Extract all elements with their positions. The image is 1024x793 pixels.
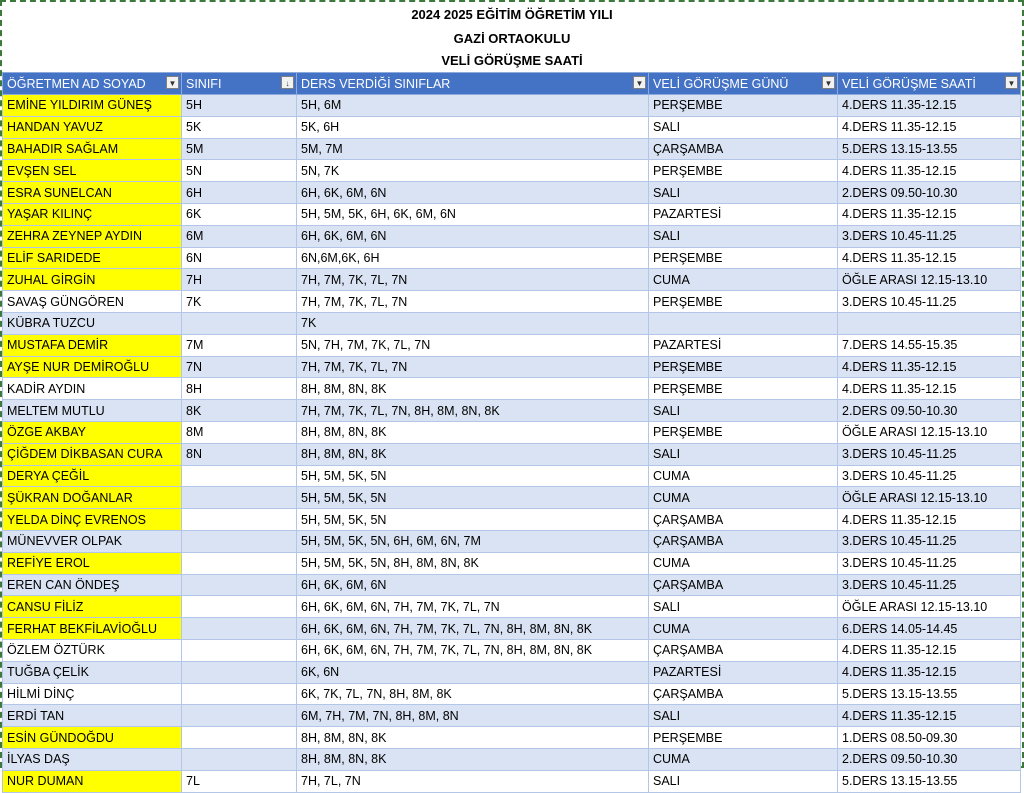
cell-class[interactable] — [182, 639, 297, 661]
table-row — [3, 203, 1021, 225]
cell-taught-classes[interactable]: 5H, 5M, 5K, 5N — [297, 487, 649, 509]
cell-meeting-day[interactable]: PERŞEMBE — [649, 378, 838, 400]
cell-class[interactable]: 7K — [182, 291, 297, 313]
title-meeting: VELİ GÖRÜŞME SAATİ — [441, 53, 583, 68]
cell-meeting-day[interactable]: SALI — [649, 182, 838, 204]
cell-meeting-time[interactable]: ÖĞLE ARASI 12.15-13.10 — [838, 421, 1021, 443]
cell-taught-classes[interactable]: 7H, 7M, 7K, 7L, 7N — [297, 269, 649, 291]
cell-meeting-time[interactable]: 5.DERS 13.15-13.55 — [838, 770, 1021, 792]
cell-taught-classes[interactable]: 7H, 7M, 7K, 7L, 7N, 8H, 8M, 8N, 8K — [297, 400, 649, 422]
title-block — [2, 2, 1022, 72]
cell-meeting-time[interactable]: 4.DERS 11.35-12.15 — [838, 378, 1021, 400]
cell-class[interactable] — [182, 465, 297, 487]
filter-dropdown-icon[interactable]: ▼ — [633, 76, 646, 89]
cell-meeting-time[interactable]: 3.DERS 10.45-11.25 — [838, 574, 1021, 596]
cell-meeting-day[interactable]: PAZARTESİ — [649, 661, 838, 683]
cell-taught-classes[interactable]: 6H, 6K, 6M, 6N, 7H, 7M, 7K, 7L, 7N, 8H, 8M, 8N, 8K — [297, 639, 649, 661]
cell-class[interactable]: 5H — [182, 95, 297, 117]
table-row — [3, 487, 1021, 509]
cell-meeting-time[interactable]: 7.DERS 14.55-15.35 — [838, 334, 1021, 356]
cell-taught-classes[interactable]: 6H, 6K, 6M, 6N — [297, 225, 649, 247]
cell-meeting-time[interactable]: 5.DERS 13.15-13.55 — [838, 138, 1021, 160]
cell-teacher-name[interactable]: ZUHAL GİRGİN — [3, 269, 182, 291]
cell-meeting-day[interactable]: ÇARŞAMBA — [649, 683, 838, 705]
cell-taught-classes[interactable]: 6K, 7K, 7L, 7N, 8H, 8M, 8K — [297, 683, 649, 705]
table-row — [3, 421, 1021, 443]
cell-class[interactable]: 6K — [182, 203, 297, 225]
cell-taught-classes[interactable]: 5N, 7K — [297, 160, 649, 182]
cell-class[interactable]: 6N — [182, 247, 297, 269]
cell-meeting-day[interactable]: PERŞEMBE — [649, 727, 838, 749]
cell-taught-classes[interactable]: 6K, 6N — [297, 661, 649, 683]
cell-meeting-time[interactable]: 4.DERS 11.35-12.15 — [838, 705, 1021, 727]
cell-meeting-time[interactable]: ÖĞLE ARASI 12.15-13.10 — [838, 269, 1021, 291]
table-row — [3, 138, 1021, 160]
cell-meeting-day[interactable]: PERŞEMBE — [649, 95, 838, 117]
cell-taught-classes[interactable]: 6H, 6K, 6M, 6N, 7H, 7M, 7K, 7L, 7N — [297, 596, 649, 618]
table-row — [3, 378, 1021, 400]
cell-meeting-day[interactable]: SALI — [649, 443, 838, 465]
cell-class[interactable]: 5M — [182, 138, 297, 160]
table-row — [3, 552, 1021, 574]
cell-taught-classes[interactable]: 7K — [297, 312, 649, 334]
cell-teacher-name[interactable]: AYŞE NUR DEMİROĞLU — [3, 356, 182, 378]
cell-teacher-name[interactable]: ÖZLEM ÖZTÜRK — [3, 639, 182, 661]
cell-class[interactable] — [182, 312, 297, 334]
cell-taught-classes[interactable]: 7H, 7M, 7K, 7L, 7N — [297, 356, 649, 378]
table-row — [3, 705, 1021, 727]
table-row — [3, 530, 1021, 552]
cell-taught-classes[interactable]: 8H, 8M, 8N, 8K — [297, 748, 649, 770]
cell-class[interactable]: 7H — [182, 269, 297, 291]
table-row — [3, 661, 1021, 683]
cell-teacher-name[interactable]: ÇİĞDEM DİKBASAN CURA — [3, 443, 182, 465]
table-row — [3, 443, 1021, 465]
cell-meeting-time[interactable]: 4.DERS 11.35-12.15 — [838, 661, 1021, 683]
cell-meeting-time[interactable]: 3.DERS 10.45-11.25 — [838, 225, 1021, 247]
cell-meeting-day[interactable]: PERŞEMBE — [649, 160, 838, 182]
table-row — [3, 748, 1021, 770]
cell-meeting-time[interactable]: 3.DERS 10.45-11.25 — [838, 552, 1021, 574]
cell-class[interactable]: 5N — [182, 160, 297, 182]
cell-class[interactable]: 8N — [182, 443, 297, 465]
cell-meeting-time[interactable]: 2.DERS 09.50-10.30 — [838, 748, 1021, 770]
header-label: VELİ GÖRÜŞME SAATİ — [842, 76, 976, 91]
cell-meeting-day[interactable] — [649, 312, 838, 334]
cell-meeting-day[interactable]: PERŞEMBE — [649, 421, 838, 443]
cell-meeting-day[interactable]: ÇARŞAMBA — [649, 530, 838, 552]
cell-teacher-name[interactable]: CANSU FİLİZ — [3, 596, 182, 618]
cell-class[interactable]: 5K — [182, 116, 297, 138]
cell-teacher-name[interactable]: SAVAŞ GÜNGÖREN — [3, 291, 182, 313]
cell-taught-classes[interactable]: 5H, 5M, 5K, 5N — [297, 509, 649, 531]
header-label: SINIFI — [186, 76, 222, 91]
cell-teacher-name[interactable]: REFİYE EROL — [3, 552, 182, 574]
cell-class[interactable] — [182, 574, 297, 596]
cell-teacher-name[interactable]: ÖZGE AKBAY — [3, 421, 182, 443]
cell-meeting-time[interactable]: 4.DERS 11.35-12.15 — [838, 639, 1021, 661]
cell-teacher-name[interactable]: MUSTAFA DEMİR — [3, 334, 182, 356]
meeting-table — [2, 72, 1021, 793]
table-row — [3, 334, 1021, 356]
table-row — [3, 618, 1021, 640]
cell-meeting-time[interactable]: ÖĞLE ARASI 12.15-13.10 — [838, 596, 1021, 618]
cell-class[interactable] — [182, 705, 297, 727]
cell-meeting-time[interactable]: 3.DERS 10.45-11.25 — [838, 465, 1021, 487]
cell-taught-classes[interactable]: 5H, 5M, 5K, 6H, 6K, 6M, 6N — [297, 203, 649, 225]
cell-meeting-time[interactable]: 2.DERS 09.50-10.30 — [838, 400, 1021, 422]
cell-class[interactable] — [182, 487, 297, 509]
cell-class[interactable]: 6H — [182, 182, 297, 204]
cell-class[interactable] — [182, 683, 297, 705]
cell-teacher-name[interactable]: FERHAT BEKFİLAVİOĞLU — [3, 618, 182, 640]
cell-taught-classes[interactable]: 5K, 6H — [297, 116, 649, 138]
cell-teacher-name[interactable]: KÜBRA TUZCU — [3, 312, 182, 334]
cell-taught-classes[interactable]: 6H, 6K, 6M, 6N — [297, 574, 649, 596]
cell-class[interactable]: 8M — [182, 421, 297, 443]
cell-meeting-day[interactable]: ÇARŞAMBA — [649, 138, 838, 160]
cell-class[interactable] — [182, 530, 297, 552]
cell-meeting-day[interactable]: SALI — [649, 400, 838, 422]
cell-meeting-day[interactable]: PAZARTESİ — [649, 334, 838, 356]
cell-teacher-name[interactable]: ŞÜKRAN DOĞANLAR — [3, 487, 182, 509]
cell-meeting-time[interactable]: 4.DERS 11.35-12.15 — [838, 509, 1021, 531]
cell-teacher-name[interactable]: YAŞAR KILINÇ — [3, 203, 182, 225]
cell-teacher-name[interactable]: ELİF SARIDEDE — [3, 247, 182, 269]
cell-meeting-time[interactable]: 3.DERS 10.45-11.25 — [838, 443, 1021, 465]
cell-meeting-day[interactable]: SALI — [649, 770, 838, 792]
cell-teacher-name[interactable]: ZEHRA ZEYNEP AYDIN — [3, 225, 182, 247]
table-row — [3, 770, 1021, 792]
cell-taught-classes[interactable]: 5H, 5M, 5K, 5N, 8H, 8M, 8N, 8K — [297, 552, 649, 574]
cell-class[interactable]: 8H — [182, 378, 297, 400]
header-label: DERS VERDİĞİ SINIFLAR — [301, 76, 451, 91]
header-row — [3, 73, 1021, 95]
table-body — [3, 95, 1021, 793]
cell-taught-classes[interactable]: 6H, 6K, 6M, 6N — [297, 182, 649, 204]
cell-taught-classes[interactable]: 5N, 7H, 7M, 7K, 7L, 7N — [297, 334, 649, 356]
cell-teacher-name[interactable]: İLYAS DAŞ — [3, 748, 182, 770]
cell-taught-classes[interactable]: 8H, 8M, 8N, 8K — [297, 727, 649, 749]
cell-meeting-day[interactable]: CUMA — [649, 487, 838, 509]
cell-meeting-day[interactable]: PERŞEMBE — [649, 291, 838, 313]
header-teacher-name — [3, 73, 182, 95]
cell-taught-classes[interactable]: 5H, 5M, 5K, 5N — [297, 465, 649, 487]
table-row — [3, 182, 1021, 204]
table-row — [3, 95, 1021, 117]
cell-taught-classes[interactable]: 8H, 8M, 8N, 8K — [297, 378, 649, 400]
cell-teacher-name[interactable]: EREN CAN ÖNDEŞ — [3, 574, 182, 596]
title-year: 2024 2025 EĞİTİM ÖĞRETİM YILI — [411, 7, 613, 22]
table-row — [3, 639, 1021, 661]
cell-meeting-day[interactable]: ÇARŞAMBA — [649, 574, 838, 596]
cell-meeting-time[interactable]: 4.DERS 11.35-12.15 — [838, 356, 1021, 378]
cell-teacher-name[interactable]: HİLMİ DİNÇ — [3, 683, 182, 705]
table-row — [3, 465, 1021, 487]
cell-meeting-time[interactable]: 4.DERS 11.35-12.15 — [838, 95, 1021, 117]
cell-meeting-time[interactable]: 2.DERS 09.50-10.30 — [838, 182, 1021, 204]
cell-teacher-name[interactable]: MÜNEVVER OLPAK — [3, 530, 182, 552]
header-label: ÖĞRETMEN AD SOYAD — [7, 76, 146, 91]
filter-dropdown-icon[interactable]: ▼ — [166, 76, 179, 89]
cell-meeting-day[interactable]: SALI — [649, 596, 838, 618]
cell-teacher-name[interactable]: HANDAN YAVUZ — [3, 116, 182, 138]
cell-teacher-name[interactable]: MELTEM MUTLU — [3, 400, 182, 422]
cell-meeting-time[interactable]: 4.DERS 11.35-12.15 — [838, 203, 1021, 225]
table-row — [3, 312, 1021, 334]
cell-teacher-name[interactable]: ESRA SUNELCAN — [3, 182, 182, 204]
cell-class[interactable]: 7L — [182, 770, 297, 792]
cell-taught-classes[interactable]: 6H, 6K, 6M, 6N, 7H, 7M, 7K, 7L, 7N, 8H, 8M, 8N, 8K — [297, 618, 649, 640]
cell-class[interactable] — [182, 552, 297, 574]
header-meeting-time — [838, 73, 1021, 95]
cell-meeting-day[interactable]: PAZARTESİ — [649, 203, 838, 225]
cell-taught-classes[interactable]: 8H, 8M, 8N, 8K — [297, 443, 649, 465]
cell-meeting-day[interactable]: SALI — [649, 225, 838, 247]
cell-class[interactable]: 7M — [182, 334, 297, 356]
cell-meeting-time[interactable] — [838, 312, 1021, 334]
cell-taught-classes[interactable]: 6N,6M,6K, 6H — [297, 247, 649, 269]
filter-dropdown-icon[interactable]: ▼ — [1005, 76, 1018, 89]
cell-meeting-day[interactable]: ÇARŞAMBA — [649, 509, 838, 531]
cell-teacher-name[interactable]: KADİR AYDIN — [3, 378, 182, 400]
cell-meeting-day[interactable]: CUMA — [649, 748, 838, 770]
cell-class[interactable] — [182, 727, 297, 749]
header-label: VELİ GÖRÜŞME GÜNÜ — [653, 76, 789, 91]
filter-sort-icon[interactable]: ↓ — [281, 76, 294, 89]
table-row — [3, 727, 1021, 749]
table-row — [3, 356, 1021, 378]
cell-meeting-day[interactable]: PERŞEMBE — [649, 247, 838, 269]
title-school: GAZİ ORTAOKULU — [453, 31, 571, 46]
cell-meeting-time[interactable]: 3.DERS 10.45-11.25 — [838, 291, 1021, 313]
cell-class[interactable]: 6M — [182, 225, 297, 247]
table-row — [3, 160, 1021, 182]
cell-taught-classes[interactable]: 8H, 8M, 8N, 8K — [297, 421, 649, 443]
cell-meeting-day[interactable]: CUMA — [649, 269, 838, 291]
cell-teacher-name[interactable]: NUR DUMAN — [3, 770, 182, 792]
cell-taught-classes[interactable]: 6M, 7H, 7M, 7N, 8H, 8M, 8N — [297, 705, 649, 727]
cell-teacher-name[interactable]: BAHADIR SAĞLAM — [3, 138, 182, 160]
cell-meeting-time[interactable]: 5.DERS 13.15-13.55 — [838, 683, 1021, 705]
cell-class[interactable] — [182, 618, 297, 640]
cell-teacher-name[interactable]: YELDA DİNÇ EVRENOS — [3, 509, 182, 531]
cell-teacher-name[interactable]: TUĞBA ÇELİK — [3, 661, 182, 683]
cell-meeting-time[interactable]: 4.DERS 11.35-12.15 — [838, 116, 1021, 138]
cell-taught-classes[interactable]: 5M, 7M — [297, 138, 649, 160]
cell-meeting-time[interactable]: ÖĞLE ARASI 12.15-13.10 — [838, 487, 1021, 509]
cell-taught-classes[interactable]: 7H, 7L, 7N — [297, 770, 649, 792]
table-row — [3, 509, 1021, 531]
cell-teacher-name[interactable]: DERYA ÇEĞİL — [3, 465, 182, 487]
table-row — [3, 400, 1021, 422]
cell-meeting-time[interactable]: 4.DERS 11.35-12.15 — [838, 160, 1021, 182]
cell-class[interactable] — [182, 661, 297, 683]
cell-class[interactable]: 8K — [182, 400, 297, 422]
table-row — [3, 291, 1021, 313]
cell-taught-classes[interactable]: 5H, 5M, 5K, 5N, 6H, 6M, 6N, 7M — [297, 530, 649, 552]
table-row — [3, 269, 1021, 291]
table-row — [3, 683, 1021, 705]
cell-teacher-name[interactable]: EVŞEN SEL — [3, 160, 182, 182]
cell-teacher-name[interactable]: ESİN GÜNDOĞDU — [3, 727, 182, 749]
table-row — [3, 225, 1021, 247]
cell-meeting-time[interactable]: 1.DERS 08.50-09.30 — [838, 727, 1021, 749]
cell-meeting-time[interactable]: 6.DERS 14.05-14.45 — [838, 618, 1021, 640]
cell-taught-classes[interactable]: 7H, 7M, 7K, 7L, 7N — [297, 291, 649, 313]
cell-taught-classes[interactable]: 5H, 6M — [297, 95, 649, 117]
cell-meeting-time[interactable]: 4.DERS 11.35-12.15 — [838, 247, 1021, 269]
cell-class[interactable] — [182, 748, 297, 770]
table-row — [3, 574, 1021, 596]
cell-meeting-day[interactable]: PERŞEMBE — [649, 356, 838, 378]
cell-teacher-name[interactable]: EMİNE YILDIRIM GÜNEŞ — [3, 95, 182, 117]
header-taught-classes — [297, 73, 649, 95]
cell-class[interactable] — [182, 596, 297, 618]
cell-class[interactable] — [182, 509, 297, 531]
header-meeting-day — [649, 73, 838, 95]
cell-meeting-day[interactable]: SALI — [649, 116, 838, 138]
table-row — [3, 596, 1021, 618]
cell-meeting-day[interactable]: CUMA — [649, 465, 838, 487]
cell-meeting-day[interactable]: ÇARŞAMBA — [649, 639, 838, 661]
table-row — [3, 116, 1021, 138]
table-row — [3, 247, 1021, 269]
cell-meeting-day[interactable]: CUMA — [649, 552, 838, 574]
cell-class[interactable]: 7N — [182, 356, 297, 378]
header-class — [182, 73, 297, 95]
filter-dropdown-icon[interactable]: ▼ — [822, 76, 835, 89]
cell-meeting-day[interactable]: CUMA — [649, 618, 838, 640]
cell-meeting-day[interactable]: SALI — [649, 705, 838, 727]
cell-meeting-time[interactable]: 3.DERS 10.45-11.25 — [838, 530, 1021, 552]
cell-teacher-name[interactable]: ERDİ TAN — [3, 705, 182, 727]
